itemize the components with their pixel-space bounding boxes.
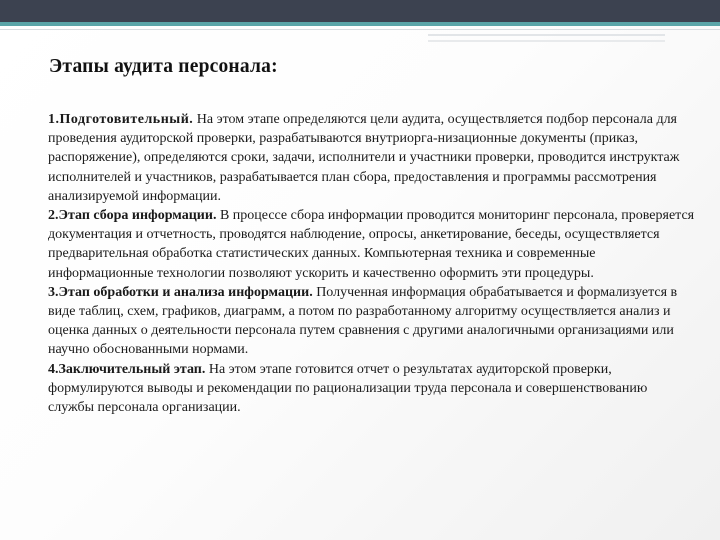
- stage-text-3: Полученная информация обрабатывается и формализуется в виде таблиц, схем, графиков, диаграмм, а потом по разработанному алгоритму осуществляется анализ и оценка данных о деятельности персонала путем сравнения с другими аналогичными организациями или научно обоснованными нормами.: [48, 284, 678, 358]
- stage-text-4: На этом этапе готовится отчет о результатах аудиторской проверки, формулируются выводы и рекомендации по рационализации труда персонала и совершенствованию службы персонала организации.: [48, 361, 648, 416]
- stage-heading-2: 2.Этап сбора информации.: [48, 208, 217, 224]
- slide-body: [48, 110, 696, 417]
- stage-paragraph-2: [48, 206, 696, 283]
- header-accent-stripe: [0, 22, 720, 26]
- header-bar: [0, 0, 720, 22]
- decorative-line: [428, 34, 665, 36]
- stage-paragraph-1: [48, 110, 696, 206]
- slide-title: Этапы аудита персонала:: [49, 56, 278, 77]
- stage-heading-4: 4.Заключительный этап.: [48, 361, 206, 377]
- stage-heading-3: 3.Этап обработки и анализа информации.: [48, 284, 313, 300]
- decorative-line: [428, 40, 665, 42]
- stage-heading-1: 1.Подготовительный.: [48, 112, 194, 127]
- stage-paragraph-4: [48, 360, 696, 418]
- header-divider: [0, 29, 720, 30]
- stage-text-1: На этом этапе определяются цели аудита, осуществляется подбор персонала для проведения аудиторской проверки, разрабатываются внутриорга-низационные документы (приказ, распоряжение), определяются сроки, задачи, исполнители и участники проверки, проводится инструктаж исполнителей и участников, разрабатывается план сбора, предоставления и программы рассмотрения анализируемой информации.: [48, 112, 680, 204]
- stage-text-2: В процессе сбора информации проводится мониторинг персонала, проверяется документация и отчетность, проводятся наблюдение, опросы, анкетирование, беседы, осуществляется предварительная обработка статистических данных. Компьютерная техника и современные информационные технологии позволяют ускорить и качественно оформить эти процедуры.: [48, 208, 695, 281]
- stage-paragraph-3: [48, 283, 696, 360]
